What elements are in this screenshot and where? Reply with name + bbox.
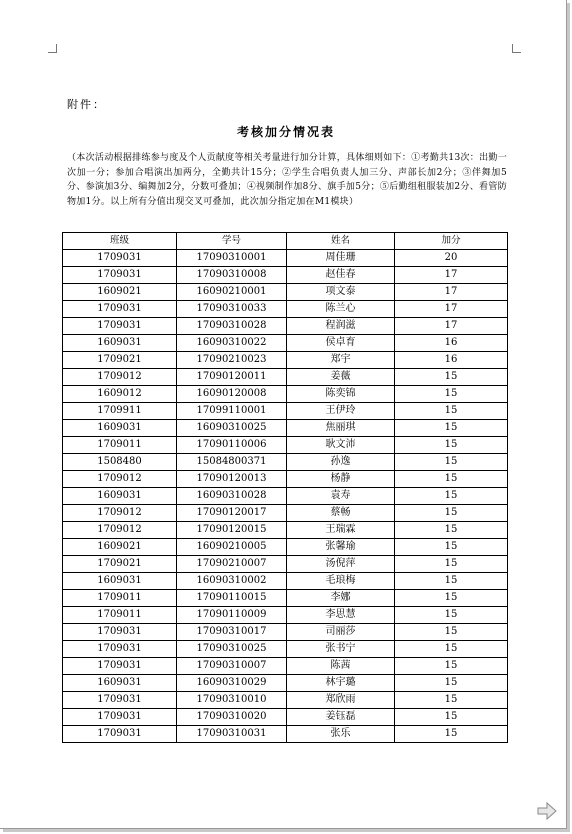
- cell-bonus: 15: [395, 369, 508, 386]
- cell-class: 1709012: [63, 369, 177, 386]
- cell-bonus: 15: [395, 641, 508, 658]
- cell-bonus: 20: [395, 250, 508, 267]
- cell-class: 1609031: [63, 420, 177, 437]
- cell-name: 陈奕锦: [287, 386, 395, 403]
- table-row: [63, 539, 508, 556]
- cell-name: 王伊玲: [287, 403, 395, 420]
- cell-name: 林宇璐: [287, 675, 395, 692]
- cell-bonus: 17: [395, 318, 508, 335]
- table-row: [63, 505, 508, 522]
- cell-student-id: 17099110001: [177, 403, 287, 420]
- table-row: [63, 726, 508, 743]
- cell-bonus: 15: [395, 726, 508, 743]
- cell-class: 1709012: [63, 471, 177, 488]
- table-row: [63, 454, 508, 471]
- cell-student-id: 17090310007: [177, 658, 287, 675]
- cell-student-id: 16090210001: [177, 284, 287, 301]
- table-row: [63, 403, 508, 420]
- cell-name: 姜薇: [287, 369, 395, 386]
- table-row: [63, 250, 508, 267]
- cell-student-id: 17090310031: [177, 726, 287, 743]
- cell-class: 1709011: [63, 437, 177, 454]
- table-row: [63, 318, 508, 335]
- table-row: [63, 573, 508, 590]
- cell-student-id: 17090310010: [177, 692, 287, 709]
- cell-bonus: 15: [395, 420, 508, 437]
- document-title: 考核加分情况表: [236, 125, 335, 139]
- cell-class: 1709031: [63, 709, 177, 726]
- cell-student-id: 17090310017: [177, 624, 287, 641]
- cell-name: 张馨瑜: [287, 539, 395, 556]
- table-row: [63, 420, 508, 437]
- cell-class: 1709031: [63, 267, 177, 284]
- cell-bonus: 15: [395, 522, 508, 539]
- cell-name: 周佳珊: [287, 250, 395, 267]
- cell-name: 姜钰磊: [287, 709, 395, 726]
- score-table: [62, 232, 508, 743]
- cell-bonus: 15: [395, 488, 508, 505]
- cell-student-id: 17090120011: [177, 369, 287, 386]
- table-row: [63, 301, 508, 318]
- cell-student-id: 16090310028: [177, 488, 287, 505]
- cell-name: 王瑞霖: [287, 522, 395, 539]
- cell-name: 杨静: [287, 471, 395, 488]
- table-row: [63, 471, 508, 488]
- cell-bonus: 15: [395, 573, 508, 590]
- cell-bonus: 15: [395, 692, 508, 709]
- cell-name: 陈兰心: [287, 301, 395, 318]
- cell-class: 1709031: [63, 250, 177, 267]
- table-row: [63, 607, 508, 624]
- table-row: [63, 675, 508, 692]
- table-row: [63, 488, 508, 505]
- cell-student-id: 17090310001: [177, 250, 287, 267]
- page-margin-corner-top-right: [512, 44, 521, 53]
- table-row: [63, 641, 508, 658]
- cell-bonus: 15: [395, 556, 508, 573]
- cell-student-id: 17090110009: [177, 607, 287, 624]
- cell-bonus: 17: [395, 267, 508, 284]
- cell-bonus: 16: [395, 335, 508, 352]
- cell-class: 1709012: [63, 505, 177, 522]
- cell-bonus: 15: [395, 624, 508, 641]
- column-header-name: 姓名: [287, 233, 395, 250]
- cell-student-id: 16090120008: [177, 386, 287, 403]
- cell-name: 蔡畅: [287, 505, 395, 522]
- column-header-student-id: 学号: [177, 233, 287, 250]
- scoring-rules-intro: （本次活动根据排练参与度及个人贡献度等相关考量进行加分计算，具体细则如下：①考勤共13次：出勤一次加一分；参加合唱演出加两分，全勤共计15分；②学生合唱负责人加三分、声部长加2分；③伴舞加5分、参演加3分、编舞加2分，分数可叠加；④视频制作加8分、旗手加5分；⑤后勤组租服装加2分、看管防物加1分。以上所有分值出现交叉可叠加，此次加分指定加在M1模块）: [67, 153, 507, 207]
- table-row: [63, 658, 508, 675]
- cell-name: 耿文沛: [287, 437, 395, 454]
- cell-class: 1709031: [63, 726, 177, 743]
- cell-bonus: 17: [395, 284, 508, 301]
- cell-student-id: 17090120017: [177, 505, 287, 522]
- table-row: [63, 590, 508, 607]
- cell-bonus: 15: [395, 505, 508, 522]
- cell-class: 1609031: [63, 573, 177, 590]
- cell-student-id: 16090210005: [177, 539, 287, 556]
- cell-student-id: 16090310025: [177, 420, 287, 437]
- column-header-bonus: 加分: [395, 233, 508, 250]
- cell-name: 毛琅梅: [287, 573, 395, 590]
- cell-student-id: 17090120015: [177, 522, 287, 539]
- cell-name: 焦丽琪: [287, 420, 395, 437]
- cell-bonus: 15: [395, 471, 508, 488]
- cell-bonus: 16: [395, 352, 508, 369]
- table-row: [63, 369, 508, 386]
- cell-class: 1709031: [63, 658, 177, 675]
- cell-bonus: 15: [395, 658, 508, 675]
- cell-class: 1709012: [63, 522, 177, 539]
- cell-name: 汤倪萍: [287, 556, 395, 573]
- cell-class: 1609021: [63, 284, 177, 301]
- table-row: [63, 335, 508, 352]
- cell-name: 袁寿: [287, 488, 395, 505]
- cell-class: 1709031: [63, 301, 177, 318]
- cell-name: 项文泰: [287, 284, 395, 301]
- cell-student-id: 17090110006: [177, 437, 287, 454]
- cell-class: 1709031: [63, 692, 177, 709]
- cell-student-id: 15084800371: [177, 454, 287, 471]
- table-row: [63, 284, 508, 301]
- cell-class: 1709031: [63, 318, 177, 335]
- cell-bonus: 17: [395, 301, 508, 318]
- cell-student-id: 17090310008: [177, 267, 287, 284]
- cell-student-id: 16090310002: [177, 573, 287, 590]
- table-row: [63, 692, 508, 709]
- cell-class: 1709031: [63, 624, 177, 641]
- cell-class: 1609031: [63, 488, 177, 505]
- cell-name: 陈茜: [287, 658, 395, 675]
- cell-class: 1709031: [63, 641, 177, 658]
- column-header-class: 班级: [63, 233, 177, 250]
- cell-student-id: 17090120013: [177, 471, 287, 488]
- cell-class: 1609012: [63, 386, 177, 403]
- cell-name: 孙逸: [287, 454, 395, 471]
- table-header-row: [63, 233, 508, 250]
- cell-bonus: 15: [395, 607, 508, 624]
- table-row: [63, 352, 508, 369]
- cell-bonus: 15: [395, 590, 508, 607]
- cell-class: 1709021: [63, 556, 177, 573]
- cell-class: 1709011: [63, 590, 177, 607]
- cell-bonus: 15: [395, 709, 508, 726]
- table-row: [63, 624, 508, 641]
- cell-student-id: 17090210007: [177, 556, 287, 573]
- cell-student-id: 17090110015: [177, 590, 287, 607]
- cell-name: 张乐: [287, 726, 395, 743]
- cell-bonus: 15: [395, 403, 508, 420]
- cell-student-id: 17090310025: [177, 641, 287, 658]
- cell-name: 侯卓育: [287, 335, 395, 352]
- cell-student-id: 17090210023: [177, 352, 287, 369]
- cell-name: 郑宇: [287, 352, 395, 369]
- cell-student-id: 17090310033: [177, 301, 287, 318]
- cell-bonus: 15: [395, 675, 508, 692]
- next-page-arrow-icon[interactable]: [536, 802, 558, 820]
- cell-bonus: 15: [395, 539, 508, 556]
- cell-class: 1709911: [63, 403, 177, 420]
- table-row: [63, 709, 508, 726]
- cell-class: 1709011: [63, 607, 177, 624]
- cell-class: 1508480: [63, 454, 177, 471]
- cell-student-id: 17090310028: [177, 318, 287, 335]
- cell-name: 郑欣雨: [287, 692, 395, 709]
- cell-class: 1609021: [63, 539, 177, 556]
- table-row: [63, 267, 508, 284]
- page-margin-corner-top-left: [48, 44, 57, 53]
- table-row: [63, 386, 508, 403]
- cell-name: 张书宁: [287, 641, 395, 658]
- cell-name: 程润滋: [287, 318, 395, 335]
- cell-class: 1609031: [63, 335, 177, 352]
- cell-name: 赵佳春: [287, 267, 395, 284]
- cell-bonus: 15: [395, 454, 508, 471]
- cell-class: 1609031: [63, 675, 177, 692]
- attachment-label: 附件：: [67, 98, 106, 111]
- cell-name: 李娜: [287, 590, 395, 607]
- cell-bonus: 15: [395, 386, 508, 403]
- cell-name: 李思慧: [287, 607, 395, 624]
- cell-student-id: 16090310022: [177, 335, 287, 352]
- cell-name: 司丽莎: [287, 624, 395, 641]
- cell-student-id: 16090310029: [177, 675, 287, 692]
- table-row: [63, 522, 508, 539]
- cell-class: 1709021: [63, 352, 177, 369]
- table-body: [63, 250, 508, 743]
- table-row: [63, 437, 508, 454]
- table-row: [63, 556, 508, 573]
- cell-bonus: 15: [395, 437, 508, 454]
- cell-student-id: 17090310020: [177, 709, 287, 726]
